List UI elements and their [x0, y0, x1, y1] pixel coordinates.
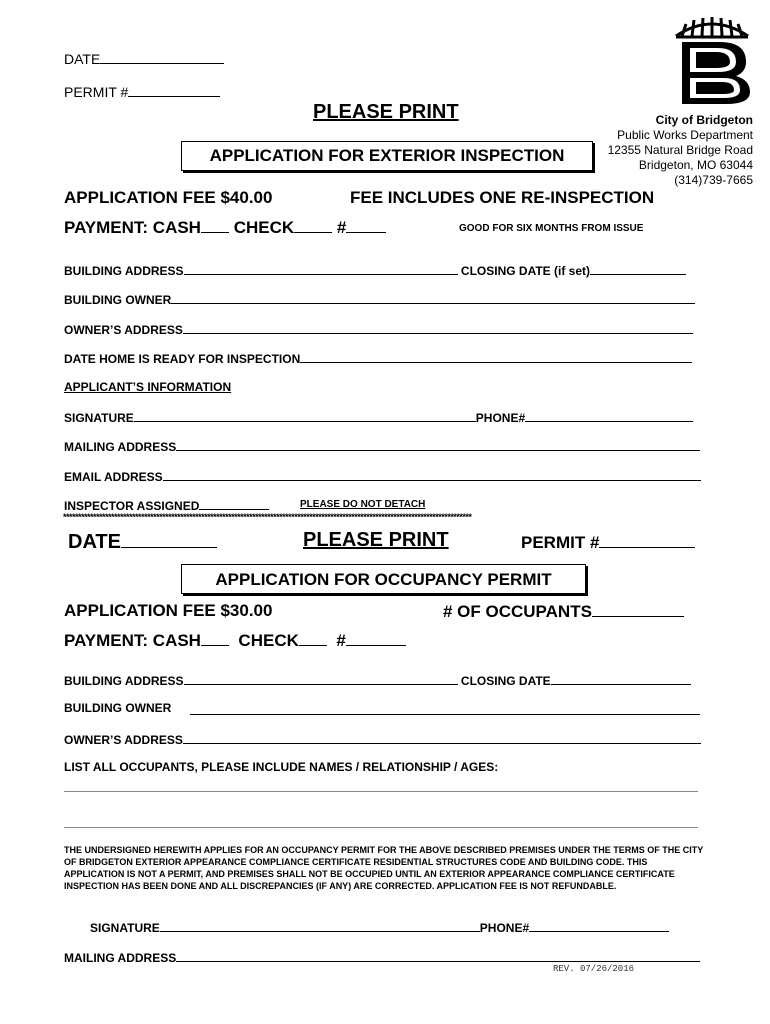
- city-dept: Public Works Department: [617, 128, 753, 142]
- occupancy-date-blank[interactable]: [121, 529, 217, 548]
- exterior-building-owner-field[interactable]: [64, 290, 695, 307]
- permit-field[interactable]: [64, 83, 220, 100]
- occupants-blank[interactable]: [592, 601, 684, 617]
- occupants-line-1[interactable]: [64, 791, 698, 792]
- date-field[interactable]: [64, 50, 224, 67]
- occupancy-payment-label: PAYMENT: CASH: [64, 631, 201, 650]
- occupancy-cash-blank[interactable]: [201, 630, 229, 646]
- occupants-label: # OF OCCUPANTS: [443, 602, 592, 621]
- applicant-info-heading: APPLICANT’S INFORMATION: [64, 380, 232, 394]
- occupancy-building-owner-blank-wrap[interactable]: [190, 701, 700, 720]
- occupancy-building-address-label: BUILDING ADDRESS: [64, 674, 184, 688]
- exterior-mailing-address-blank[interactable]: [176, 437, 700, 451]
- occupancy-permit-blank[interactable]: [599, 531, 695, 548]
- please-print-heading: PLEASE PRINT: [313, 101, 459, 123]
- city-street: 12355 Natural Bridge Road: [607, 143, 753, 157]
- exterior-owners-address-label: OWNER’S ADDRESS: [64, 323, 183, 337]
- city-citystate: Bridgeton, MO 63044: [638, 158, 753, 172]
- exterior-owners-address-blank[interactable]: [183, 320, 693, 334]
- exterior-date-ready-label: DATE HOME IS READY FOR INSPECTION: [64, 352, 301, 366]
- exterior-fee: APPLICATION FEE $40.00: [64, 188, 273, 207]
- occupancy-building-owner-field[interactable]: [64, 701, 171, 715]
- exterior-building-address-label: BUILDING ADDRESS: [64, 264, 184, 278]
- occupancy-mailing-address-field[interactable]: [64, 948, 700, 965]
- exterior-phone-label: PHONE#: [475, 411, 526, 425]
- exterior-signature-blank[interactable]: [134, 408, 476, 422]
- city-phone: (314)739-7665: [674, 173, 753, 187]
- exterior-payment-label: PAYMENT: CASH: [64, 218, 201, 237]
- occupancy-building-owner-label: BUILDING OWNER: [64, 701, 172, 715]
- exterior-building-address-field[interactable]: [64, 261, 686, 278]
- occupancy-please-print: PLEASE PRINT: [303, 529, 449, 551]
- exterior-owners-address-field[interactable]: [64, 320, 693, 337]
- occupancy-date-field[interactable]: [68, 529, 217, 554]
- exterior-fee-note: FEE INCLUDES ONE RE-INSPECTION: [350, 188, 655, 207]
- inspector-assigned-field[interactable]: [64, 496, 269, 513]
- occupancy-building-address-field[interactable]: [64, 671, 691, 688]
- exterior-closing-date-label: CLOSING DATE (if set): [460, 264, 591, 278]
- inspector-assigned-label: INSPECTOR ASSIGNED: [64, 499, 200, 513]
- bridgeton-logo-icon: [672, 14, 752, 106]
- exterior-title: APPLICATION FOR EXTERIOR INSPECTION: [209, 146, 565, 165]
- occupancy-owners-address-field[interactable]: [64, 730, 701, 747]
- occupancy-payment-row: [64, 630, 406, 651]
- occupancy-owners-address-blank[interactable]: [183, 730, 701, 744]
- revision-date: REV. 07/26/2016: [553, 964, 635, 974]
- occupants-line-2[interactable]: [64, 827, 698, 828]
- exterior-phone-blank[interactable]: [525, 408, 693, 422]
- exterior-check-label: CHECK: [233, 218, 295, 237]
- occupancy-check-blank[interactable]: [299, 630, 327, 646]
- exterior-building-owner-blank[interactable]: [171, 290, 695, 304]
- exterior-mailing-address-label: MAILING ADDRESS: [64, 440, 177, 454]
- city-logo: [672, 14, 752, 106]
- detach-separator: ****************************************************************************************************************************************: [63, 512, 472, 522]
- occupancy-permit-field[interactable]: [521, 531, 695, 553]
- occupancy-signature-blank[interactable]: [160, 918, 480, 932]
- exterior-payment-row: [64, 217, 386, 238]
- occupancy-signature-label: SIGNATURE: [90, 921, 160, 935]
- occupancy-mailing-address-label: MAILING ADDRESS: [64, 951, 177, 965]
- exterior-signature-field[interactable]: [64, 408, 693, 425]
- exterior-cash-blank[interactable]: [201, 217, 229, 233]
- date-blank[interactable]: [100, 50, 224, 64]
- occupancy-closing-date-blank[interactable]: [551, 671, 691, 685]
- occupancy-mailing-address-blank[interactable]: [176, 948, 700, 962]
- occupancy-disclaimer: THE UNDERSIGNED HEREWITH APPLIES FOR AN OCCUPANCY PERMIT FOR THE ABOVE DESCRIBED PREMISES UNDER THE TERMS OF THE CITY OF BRIDGETON EXTERIOR APPEARANCE COMPLIANCE CERTIFICATE RESIDENTIAL STRUCTURES CODE AND BUILDING CODE. THIS APPLICATION IS NOT A PERMIT, AND PREMISES SHALL NOT BE OCCUPIED UNTIL AN EXTERIOR APPEARANCE COMPLIANCE CERTIFICATE INSPECTION HAS BEEN DONE AND ALL DISCREPANCIES (IF ANY) ARE CORRECTED. APPLICATION FEE IS NOT REFUNDABLE.: [64, 845, 704, 891]
- exterior-closing-date-blank[interactable]: [590, 261, 686, 275]
- occupancy-signature-field[interactable]: [90, 918, 669, 935]
- occupants-field[interactable]: [443, 601, 684, 622]
- occupancy-title: APPLICATION FOR OCCUPANCY PERMIT: [215, 570, 552, 589]
- occupancy-phone-label: PHONE#: [479, 921, 530, 935]
- occupancy-number-blank[interactable]: [346, 630, 406, 646]
- exterior-email-label: EMAIL ADDRESS: [64, 470, 163, 484]
- exterior-good-for: GOOD FOR SIX MONTHS FROM ISSUE: [459, 223, 644, 234]
- occupancy-building-owner-blank[interactable]: [190, 701, 700, 715]
- exterior-number-blank[interactable]: [346, 217, 386, 233]
- occupancy-fee: APPLICATION FEE $30.00: [64, 601, 273, 620]
- inspector-assigned-blank[interactable]: [199, 496, 269, 510]
- date-label: DATE: [64, 51, 101, 67]
- exterior-date-ready-field[interactable]: [64, 349, 692, 366]
- permit-blank[interactable]: [128, 83, 220, 97]
- occupancy-permit-label: PERMIT #: [521, 533, 600, 552]
- exterior-building-address-blank[interactable]: [184, 261, 458, 275]
- exterior-building-owner-label: BUILDING OWNER: [64, 293, 172, 307]
- exterior-email-blank[interactable]: [163, 467, 701, 481]
- exterior-date-ready-blank[interactable]: [300, 349, 692, 363]
- city-name: City of Bridgeton: [655, 113, 753, 127]
- do-not-detach-note: PLEASE DO NOT DETACH: [300, 499, 426, 510]
- occupancy-closing-date-label: CLOSING DATE: [460, 674, 551, 688]
- occupancy-owners-address-label: OWNER’S ADDRESS: [64, 733, 183, 747]
- list-occupants-label: LIST ALL OCCUPANTS, PLEASE INCLUDE NAMES / RELATIONSHIP / AGES:: [64, 760, 499, 774]
- occupancy-number-label: #: [336, 631, 346, 650]
- exterior-mailing-address-field[interactable]: [64, 437, 700, 454]
- permit-label: PERMIT #: [64, 84, 129, 100]
- exterior-signature-label: SIGNATURE: [64, 411, 134, 425]
- occupancy-date-label: DATE: [68, 531, 121, 553]
- occupancy-phone-blank[interactable]: [529, 918, 669, 932]
- exterior-number-label: #: [336, 218, 347, 237]
- exterior-check-blank[interactable]: [294, 217, 332, 233]
- occupancy-building-address-blank[interactable]: [184, 671, 458, 685]
- exterior-email-field[interactable]: [64, 467, 701, 484]
- occupancy-check-label: CHECK: [238, 631, 299, 650]
